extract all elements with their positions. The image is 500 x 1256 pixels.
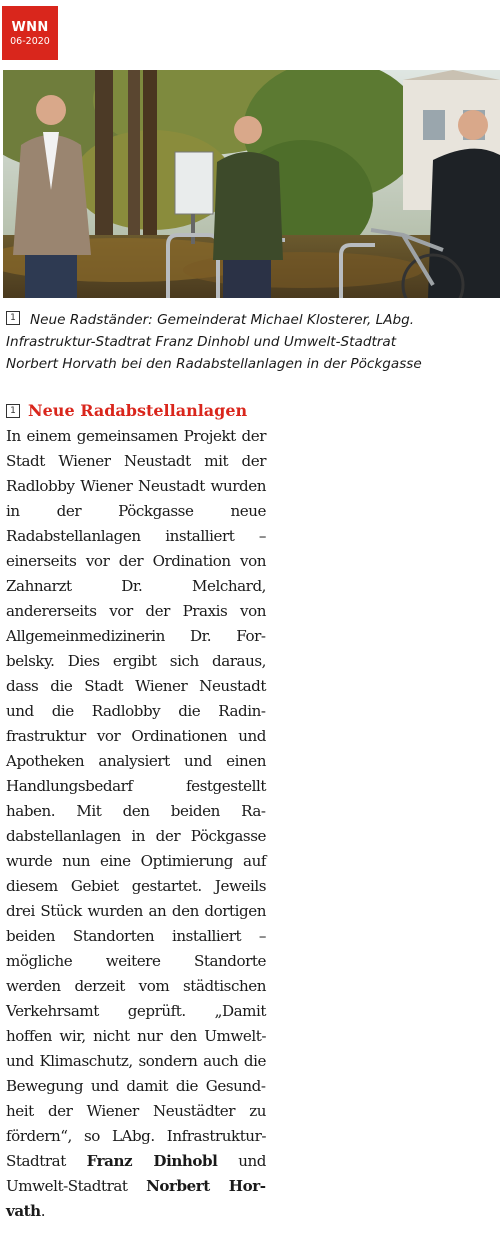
article-text-end: . [40, 1202, 46, 1220]
article-text-part1: In einem gemeinsamen Projekt der Stadt Wiener Neustadt mit der Radlobby Wiener Neustadt wurden in der Pöckgasse neue Radabstellanlagen installiert – einerseits vor der Ordination von Zahnarzt Dr. Melchard, andererseits vor der Praxis von Allgemeinmedizinerin Dr. Forbelsky. Dies ergibt sich daraus, dass die Stadt Wiener Neustadt und die Radlobby die Radinfrastruktur vor Ordinationen und Apotheken analysiert und einen Handlungsbedarf festgestellt haben. Mit den beiden Radabstellanlagen in der Pöckgasse wurde nun eine Optimierung auf diesem Gebiet gestartet. Jeweils drei Stück wurden an den dortigen beiden Standorten installiert – mögliche weitere Standorte werden derzeit vom städtischen Verkehrsamt geprüft. „Damit hoffen wir, nicht nur den Umwelt- und Klimaschutz, sondern auch die Bewegung und damit die Gesundheit der Wiener Neustädter zu fördern“, so LAbg. Infrastruktur-Stadtrat [6, 427, 266, 1170]
article-text-part2: und Umwelt-Stadtrat [6, 1152, 266, 1195]
article-name-horvath: Norbert Horvath [6, 1177, 267, 1220]
caption-line-3: Norbert Horvath bei den Radabstellanlagen in der Pöckgasse [6, 356, 422, 372]
article-name-dinhobl: Franz Dinhobl [86, 1152, 218, 1170]
article-title: Neue Radabstellanlagen [28, 401, 248, 420]
article-heading [6, 398, 276, 424]
photo-illustration [3, 70, 500, 298]
photo-caption [6, 309, 496, 375]
caption-marker-icon: 1 [6, 311, 20, 325]
badge-issue: 06-2020 [10, 36, 50, 47]
caption-line-1: Neue Radständer: Gemeinderat Michael Klosterer, LAbg. [30, 312, 415, 328]
heading-marker-icon: 1 [6, 404, 20, 418]
publication-badge [2, 6, 58, 60]
badge-brand: WNN [11, 20, 49, 35]
article-photo [3, 70, 500, 298]
caption-line-2: Infrastruktur-Stadtrat Franz Dinhobl und Umwelt-Stadtrat [6, 334, 397, 350]
article-body [6, 424, 266, 1224]
